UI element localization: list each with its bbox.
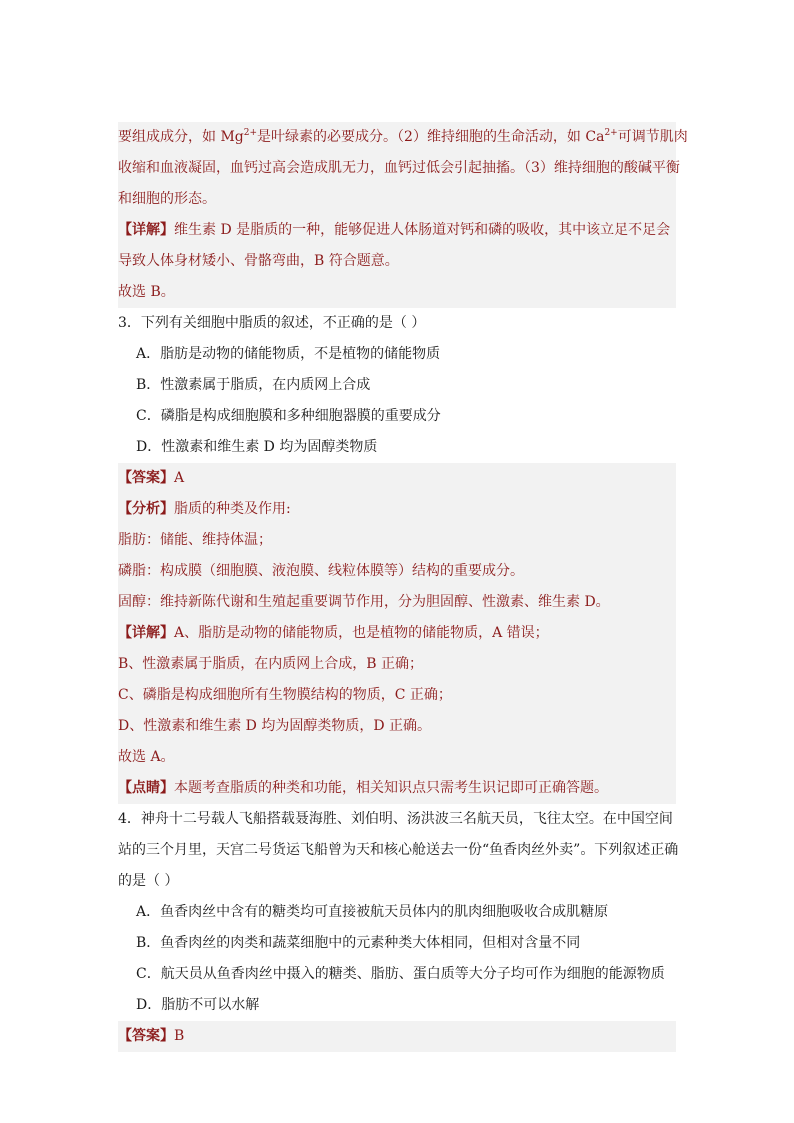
text-run: 故选 B。	[118, 284, 175, 300]
text-run: D．性激素和维生素 D 均为固醇类物质	[136, 439, 378, 455]
text-run: 收缩和血液凝固，血钙过高会造成肌无力，血钙过低会引起抽搐。（3）维持细胞的酸碱平衡	[118, 160, 680, 176]
text-run: B、性激素属于脂质，在内质网上合成，B 正确；	[118, 656, 424, 672]
text-run: 3．下列有关细胞中脂质的叙述，不正确的是（ ）	[118, 315, 426, 331]
answer-line	[118, 773, 676, 804]
text-run: 脂质的种类及作用:	[174, 501, 291, 517]
section-tag: 【详解】	[118, 222, 174, 238]
text-run: 故选 A。	[118, 749, 175, 765]
text-run: 固醇：维持新陈代谢和生殖起重要调节作用，分为胆固醇、性激素、维生素 D。	[118, 594, 610, 610]
answer-line	[118, 184, 676, 215]
answer-line	[118, 649, 676, 680]
text-run: A．鱼香肉丝中含有的糖类均可直接被航天员体内的肌肉细胞吸收合成肌糖原	[136, 904, 609, 920]
section-tag: 【分析】	[118, 501, 174, 517]
answer-line	[118, 215, 676, 246]
question-line	[118, 308, 676, 339]
answer-line	[118, 494, 676, 525]
question-line	[118, 804, 676, 835]
text-run: 要组成成分，如 Mg	[118, 129, 244, 145]
question-option-line	[118, 928, 676, 959]
answer-line	[118, 556, 676, 587]
text-run: 和细胞的形态。	[118, 191, 216, 207]
answer-line	[118, 153, 680, 184]
text-run: C．磷脂是构成细胞膜和多种细胞器膜的重要成分	[136, 408, 441, 424]
question-option-line	[118, 897, 676, 928]
answer-line	[118, 1021, 676, 1052]
question-option-line	[118, 339, 676, 370]
answer-line	[118, 618, 676, 649]
question-line	[118, 835, 679, 866]
text-run: B	[174, 1028, 185, 1044]
text-run: 磷脂：构成膜（细胞膜、液泡膜、线粒体膜等）结构的重要成分。	[118, 563, 524, 579]
text-run: A、脂肪是动物的储能物质，也是植物的储能物质，A 错误；	[174, 625, 549, 641]
answer-line	[118, 277, 676, 308]
text-run: 站的三个月里，天宫二号货运飞船曾为天和核心舱送去一份“鱼香肉丝外卖”。下列叙述正确	[118, 842, 679, 858]
section-tag: 【答案】	[118, 470, 174, 486]
text-run: A	[174, 470, 185, 486]
question-option-line	[118, 432, 676, 463]
answer-line	[118, 742, 676, 773]
text-run: B．性激素属于脂质，在内质网上合成	[136, 377, 371, 393]
question-option-line	[118, 401, 676, 432]
text-run: 维生素 D 是脂质的一种，能够促进人体肠道对钙和磷的吸收，其中该立足不足会	[174, 222, 671, 238]
document-page	[118, 122, 688, 1052]
text-run: C、磷脂是构成细胞所有生物膜结构的物质，C 正确；	[118, 687, 452, 703]
text-run: C．航天员从鱼香肉丝中摄入的糖类、脂肪、蛋白质等大分子均可作为细胞的能源物质	[136, 966, 665, 982]
text-run: 导致人体身材矮小、骨骼弯曲，B 符合题意。	[118, 253, 399, 269]
text-run: 4．神舟十二号载人飞船搭载聂海胜、刘伯明、汤洪波三名航天员，飞往太空。在中国空间	[118, 811, 673, 827]
text-run: 是叶绿素的必要成分。（2）维持细胞的生命活动，如 Ca	[257, 129, 605, 145]
section-tag: 【答案】	[118, 1028, 174, 1044]
answer-line	[118, 246, 676, 277]
question-option-line	[118, 959, 676, 990]
text-run: 的是（ ）	[118, 873, 179, 889]
superscript: 2+	[604, 128, 618, 138]
text-run: D、性激素和维生素 D 均为固醇类物质，D 正确。	[118, 718, 432, 734]
answer-line	[118, 711, 676, 742]
answer-line	[118, 525, 676, 556]
question-line	[118, 866, 676, 897]
text-run: 脂肪：储能、维持体温；	[118, 532, 272, 548]
answer-line	[118, 587, 676, 618]
superscript: 2+	[243, 128, 258, 138]
question-option-line	[118, 990, 676, 1021]
text-run: B．鱼香肉丝的肉类和蔬菜细胞中的元素种类大体相同，但相对含量不同	[136, 935, 581, 951]
text-run: 本题考查脂质的种类和功能，相关知识点只需考生识记即可正确答题。	[174, 780, 608, 796]
text-run: D．脂肪不可以水解	[136, 997, 260, 1013]
answer-line	[118, 463, 676, 494]
text-run: 可调节肌肉	[617, 129, 688, 145]
section-tag: 【点睛】	[118, 780, 174, 796]
answer-line	[118, 680, 676, 711]
answer-line	[118, 122, 688, 153]
section-tag: 【详解】	[118, 625, 174, 641]
question-option-line	[118, 370, 676, 401]
text-run: A．脂肪是动物的储能物质，不是植物的储能物质	[136, 346, 441, 362]
